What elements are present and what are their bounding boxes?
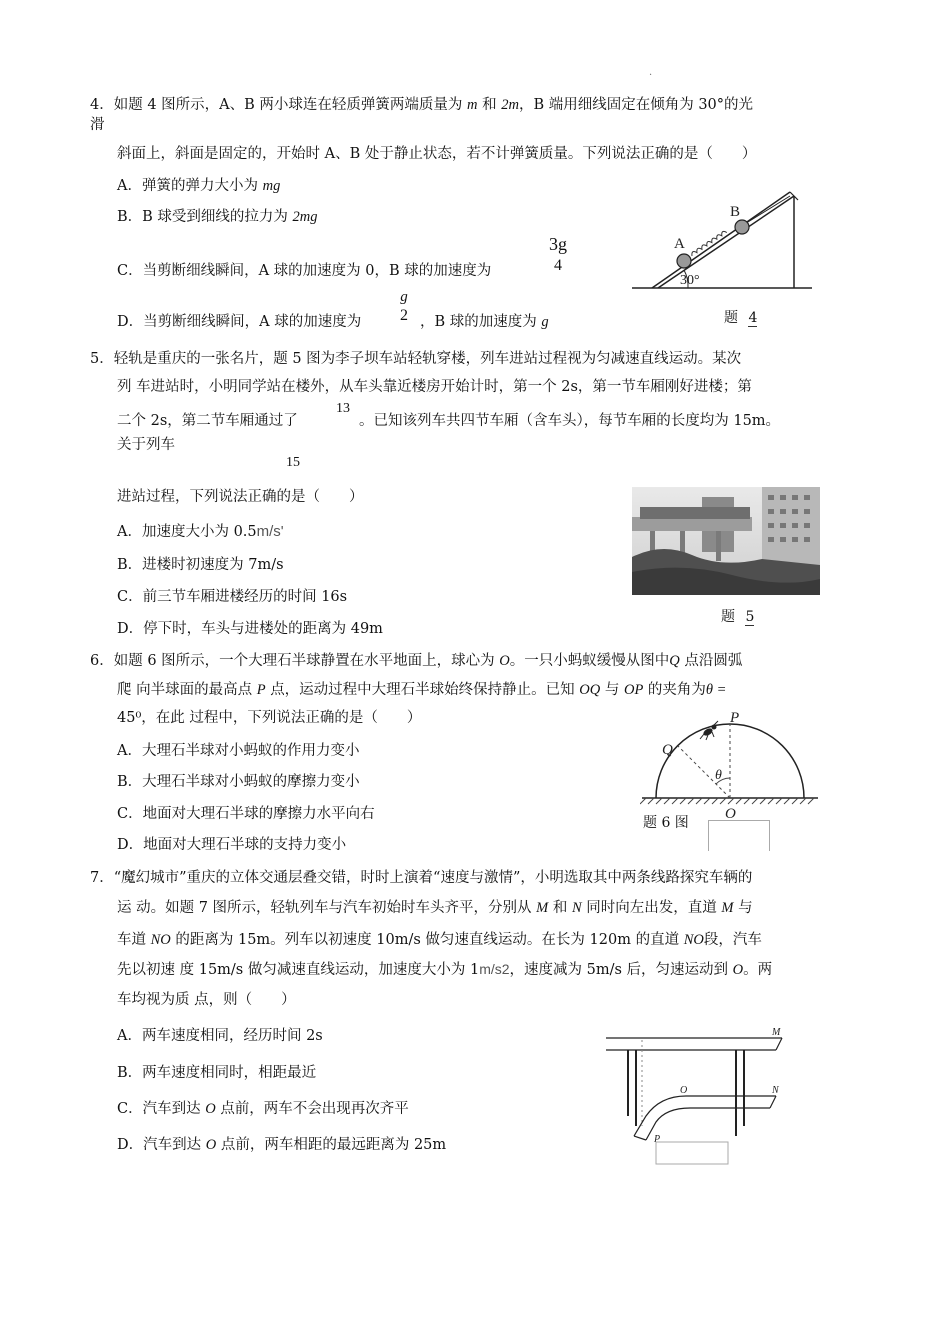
q4-option-a: A．弹簧的弹力大小为 mg xyxy=(117,178,281,194)
q6-option-a: A．大理石半球对小蚂蚁的作用力变小 xyxy=(117,743,360,759)
q6-label-o: O xyxy=(725,806,736,820)
q6-option-c: C．地面对大理石半球的摩擦力水平向右 xyxy=(117,806,375,822)
q4-incline-figure xyxy=(630,186,815,294)
q6-oq-dashed xyxy=(678,746,730,798)
q4-spring xyxy=(690,230,726,256)
q6-figure-box xyxy=(708,820,770,851)
q5-line-1: 5．轻轨是重庆的一张名片，题 5 图为李子坝车站轻轨穿楼，列车进站过程视为匀减速直线运动。某次 xyxy=(90,351,742,367)
q4-c-denominator: 4 xyxy=(554,257,562,274)
q4-line-1-wrap: 滑 xyxy=(90,117,105,133)
q4-figure-caption: 题 4 xyxy=(724,310,758,326)
q6-hemisphere-figure xyxy=(640,712,822,820)
q5-photo-train xyxy=(640,507,750,519)
q7-caption-box xyxy=(656,1142,728,1164)
q4-thread-line xyxy=(748,196,790,222)
q5-line-2: 列 车进站时，小明同学站在楼外，从车头靠近楼房开始计时，第一个 2s，第一节车厢刚好进楼；第 xyxy=(117,379,752,395)
q4-option-d-rest: ，B 球的加速度为 g xyxy=(420,314,549,330)
q5-photo-train-track xyxy=(632,517,752,531)
q6-line-3: 45⁰，在此 过程中，下列说法正确的是（ ） xyxy=(117,710,422,726)
q5-fraction-denominator: 15 xyxy=(286,455,300,470)
q5-line-5: 进站过程，下列说法正确的是（ ） xyxy=(117,489,364,505)
q5-option-b: B．进楼时初速度为 7m/s xyxy=(117,557,284,573)
q6-figure-caption: 题 6 图 xyxy=(643,815,689,831)
q5-line-4: 关于列车 xyxy=(117,437,175,453)
q7-label-n: N xyxy=(772,1085,779,1096)
q4-option-d-fraction xyxy=(392,289,416,326)
q4-option-b: B．B 球受到细线的拉力为 2mg xyxy=(117,209,318,225)
q7-option-c: C．汽车到达 O 点前，两车不会出现再次齐平 xyxy=(117,1101,409,1117)
q6-option-b: B．大理石半球对小蚂蚁的摩擦力变小 xyxy=(117,774,360,790)
q4-d-numerator: g xyxy=(400,289,408,305)
q6-label-p: P xyxy=(730,712,740,726)
q6-line-2: 爬 向半球面的最高点 P 点，运动过程中大理石半球始终保持静止。已知 OQ 与 OP 的夹角为θ = xyxy=(117,682,727,698)
q4-label-angle: 30° xyxy=(680,273,700,288)
q7-option-d: D．汽车到达 O 点前，两车相距的最远距离为 25m xyxy=(117,1137,447,1153)
q7-line-5: 车均视为质 点，则（ ） xyxy=(117,992,296,1008)
q4-option-c: C．当剪断细线瞬间，A 球的加速度为 0，B 球的加速度为 xyxy=(117,263,492,279)
q7-roads-figure xyxy=(600,1026,790,1166)
q5-figure-caption: 题 5 xyxy=(721,609,755,625)
q7-option-a: A．两车速度相同，经历时间 2s xyxy=(117,1028,323,1044)
q7-road-n-top xyxy=(634,1096,776,1136)
page-dot: · xyxy=(649,70,653,81)
q4-incline-lower xyxy=(652,192,790,288)
q7-line-4: 先以初速 度 15m/s 做匀减速直线运动，加速度大小为 1m/s2，速度减为 5m/s 后，匀速运动到 O。两 xyxy=(117,961,773,978)
q5-photo-figure xyxy=(632,487,820,595)
q7-line-2: 运 动。如题 7 图所示，轻轨列车与汽车初始时车头齐平，分别从 M 和 N 同时向左出发，直道 M 与 xyxy=(117,900,753,916)
q4-ball-a xyxy=(677,254,691,268)
q5-line-3-rest: 。已知该列车共四节车厢（含车头），每节车厢的长度均为 15m。 xyxy=(359,413,781,429)
q4-option-d: D．当剪断细线瞬间，A 球的加速度为 xyxy=(117,314,362,330)
q4-line-2: 斜面上，斜面是固定的，开始时 A、B 处于静止状态，若不计弹簧质量。下列说法正确的是（ ） xyxy=(117,146,757,162)
q7-line-3: 车道 NO 的距离为 15m。列车以初速度 10m/s 做匀速直线运动。在长为 120m 的直道 NO段，汽车 xyxy=(117,932,762,948)
q5-option-c: C．前三节车厢进楼经历的时间 16s xyxy=(117,589,348,605)
q7-label-m: M xyxy=(772,1027,781,1038)
q6-label-theta: θ xyxy=(715,768,722,783)
q4-option-c-fraction xyxy=(542,234,574,276)
q4-d-denominator: 2 xyxy=(400,307,408,324)
q6-label-q: Q xyxy=(662,742,673,758)
q6-ant-icon xyxy=(700,721,718,740)
q4-label-a: A xyxy=(674,236,685,252)
q4-c-numerator: 3g xyxy=(549,234,567,254)
q4-line-1: 4．如题 4 图所示，A、B 两小球连在轻质弹簧两端质量为 m 和 2m，B 端用细线固定在倾角为 30°的光 xyxy=(90,97,754,113)
q6-line-1: 6．如题 6 图所示，一个大理石半球静置在水平地面上，球心为 O。一只小蚂蚁缓慢从图中Q 点沿圆弧 xyxy=(90,653,743,669)
q5-line-3: 二个 2s，第二节车厢通过了 xyxy=(117,413,298,429)
q5-option-a: A．加速度大小为 0.5m/s' xyxy=(117,523,284,540)
q5-fraction-numerator: 13 xyxy=(336,401,350,416)
q6-option-d: D．地面对大理石半球的支持力变小 xyxy=(117,837,347,853)
q4-label-b: B xyxy=(730,204,741,220)
q7-road-n-bottom xyxy=(646,1108,770,1140)
q7-label-o: O xyxy=(680,1085,688,1096)
q7-label-p: P xyxy=(654,1134,661,1145)
q7-line-1: 7．“魔幻城市”重庆的立体交通层叠交错，时时上演着“速度与激情”，小明选取其中两条线路探究车辆的 xyxy=(90,870,753,886)
q6-ground-hatch xyxy=(640,798,814,804)
q4-ball-b xyxy=(735,220,749,234)
q7-option-b: B．两车速度相同时，相距最近 xyxy=(117,1065,317,1081)
q5-option-d: D．停下时，车头与进楼处的距离为 49m xyxy=(117,621,383,637)
